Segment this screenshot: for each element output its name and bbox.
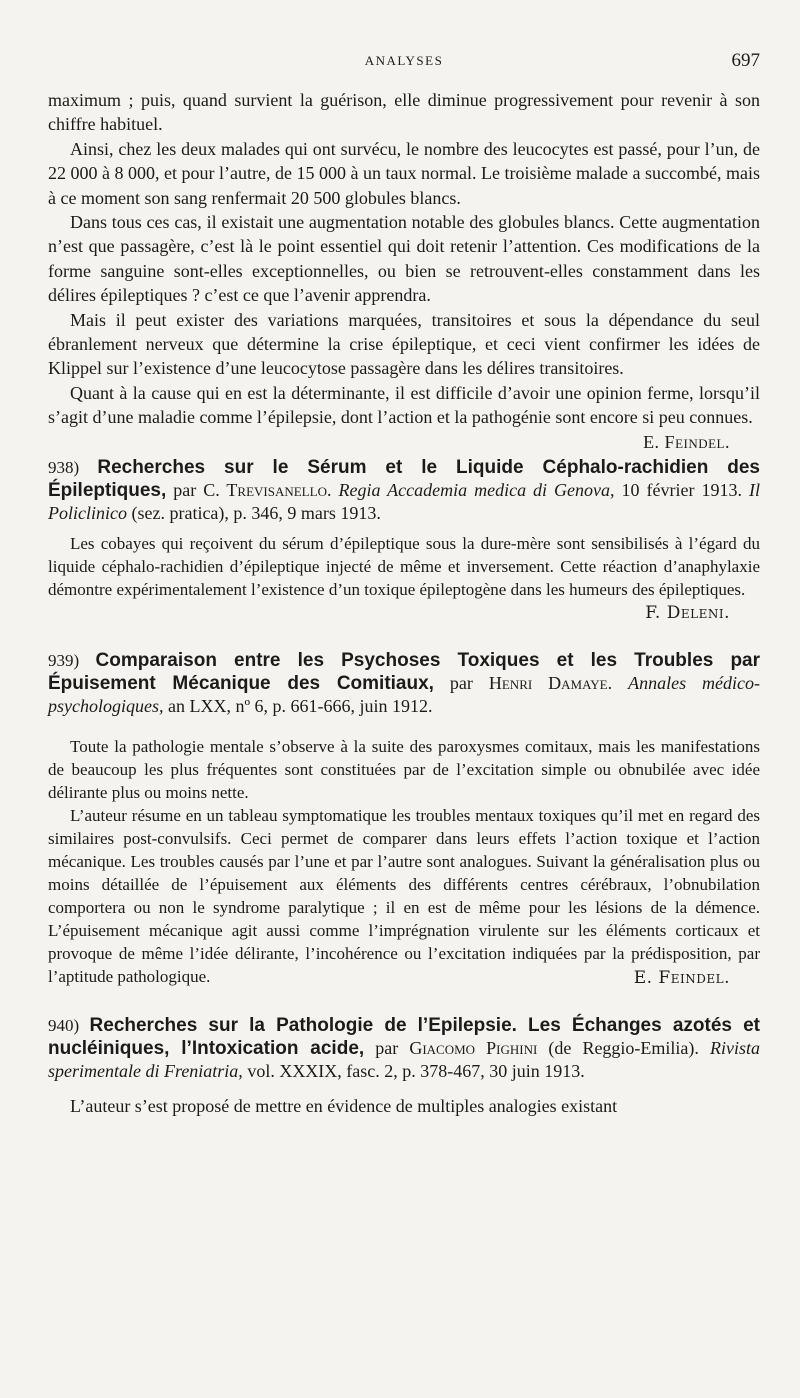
entry-reference: 10 février 1913.	[614, 479, 749, 500]
entry-author: C. Trevisanello.	[203, 479, 332, 500]
paragraph: L’auteur résume en un tableau symptomatique les troubles mentaux toxiques qu’il met en regard des similaires post-convulsifs. Ceci permet de comparer dans leurs effets l’action toxique et l’action mécanique. Les troubles causés par l’une et par l’autre sont analogues. Suivant la généralisation plus ou moins détaillée de l’épuisement aux éléments des différents centres cérébraux, l’obnubilation comportera ou non le syndrome paralytique ; il en est de même pour les lésions de la démence. L’épuisement mécanique agit aussi comme l’imprégnation virulente sur les éléments corticaux et provoque de même l’idée délirante, l’incohérence ou l’excitation indiquées par la prédisposition, par l’aptitude pathologique.	[48, 805, 760, 986]
entry-author: Henri Damaye.	[488, 672, 613, 693]
entry-title: Comparaison entre les Psychoses Toxiques et les Troubles par Épuisement Mécanique des Comitiaux,	[48, 649, 761, 694]
entry-940	[48, 1014, 760, 1118]
signature: E. Feindel.	[633, 967, 730, 988]
par-text: par	[433, 672, 489, 693]
paragraph: Ainsi, chez les deux malades qui ont survécu, le nombre des leucocytes est passé, pour l’un, de 22 000 à 8 000, et pour l’autre, de 15 000 à un taux normal. Le troisième malade a succombé, mais à ce moment son sang renfermait 20 500 globules blancs.	[48, 138, 760, 208]
paragraph-text: Quant à la cause qui en est la déterminante, il est difficile d’avoir une opinion ferme, lorsqu’il s’agit d’une maladie comme l’épilepsie, dont l’action et la pathogénie sont encore si peu connues.	[48, 382, 760, 428]
entry-heading	[48, 1014, 760, 1082]
running-head: ANALYSES	[364, 53, 444, 68]
entry-source: Annales médico-psychologiques,	[48, 672, 761, 716]
continued-analysis	[48, 88, 760, 452]
entry-939	[48, 649, 760, 988]
entry-source: Rivista sperimentale di Freniatria,	[48, 1037, 760, 1081]
entry-reference-prefix: (de Reggio-Emilia).	[537, 1037, 710, 1058]
paragraph: Les cobayes qui reçoivent du sérum d’épileptique sous la dure-mère sont sensibilisés à l’égard du liquide céphalo-rachidien d’épileptique injecté de même et inversement. Cette réaction d’anaphylaxie démontre expérimentalement l’existence d’un toxique épileptogène dans les humeurs des épileptiques.	[48, 533, 760, 599]
paragraph: L’auteur s’est proposé de mettre en évidence de multiples analogies existant	[70, 1095, 618, 1116]
page-body	[48, 88, 760, 1118]
entry-heading	[48, 649, 760, 717]
par-text: par	[364, 1037, 410, 1058]
page-number: 697	[731, 50, 760, 71]
paragraph	[48, 381, 760, 452]
par-text: par	[166, 479, 204, 500]
paragraph: Mais il peut exister des variations marquées, transitoires et sous la dépendance du seul ébranlement nerveux que détermine la crise épileptique, et ceci vient confirmer les idées de Klippel sur l’existence d’une leucocytose passagère dans les délires transitoires.	[48, 309, 760, 379]
page-header	[48, 50, 760, 74]
entry-number: 939)	[48, 650, 80, 670]
entry-reference: an LXX, nº 6, p. 661-666, juin 1912.	[163, 695, 433, 716]
entry-author: Giacomo Pighini	[409, 1037, 538, 1058]
entry-938	[48, 456, 760, 625]
paragraph: Dans tous ces cas, il existait une augmentation notable des globules blancs. Cette augmentation n’est que passagère, c’est là le point essentiel qui doit retenir l’attention. Ces modifications de la forme sanguine sont-elles exceptionnelles, ou bien se retrouvent-elles constamment dans les délires épileptiques ? c’est ce que l’avenir apprendra.	[48, 212, 760, 306]
paragraph: maximum ; puis, quand survient la guérison, elle diminue progressivement pour revenir à son chiffre habituel.	[48, 90, 760, 135]
entry-number: 938)	[48, 457, 80, 477]
entry-source: Regia Accademia medica di Genova,	[338, 479, 615, 500]
entry-source-secondary: Il Policlinico	[48, 479, 760, 523]
entry-reference-secondary: (sez. pratica), p. 346, 9 mars 1913.	[126, 502, 381, 523]
entry-title: Recherches sur la Pathologie de l’Epilepsie. Les Échanges azotés et nucléiniques, l’Intoxication acide,	[48, 1014, 760, 1059]
signature: E. Feindel.	[643, 431, 730, 452]
signature: F. Deleni.	[645, 602, 730, 623]
entry-reference: vol. XXXIX, fasc. 2, p. 378-467, 30 juin 1913.	[242, 1060, 585, 1081]
entry-number: 940)	[48, 1015, 80, 1035]
entry-title: Recherches sur le Sérum et le Liquide Céphalo-rachidien des Épileptiques,	[48, 456, 760, 501]
entry-heading	[48, 456, 760, 524]
paragraph: Toute la pathologie mentale s’observe à la suite des paroxysmes comitaux, mais les manifestations de beaucoup les plus fréquentes sont constituées par de l’excitation simple ou obnubilée avec idée délirante plus ou moins nette.	[48, 736, 760, 802]
